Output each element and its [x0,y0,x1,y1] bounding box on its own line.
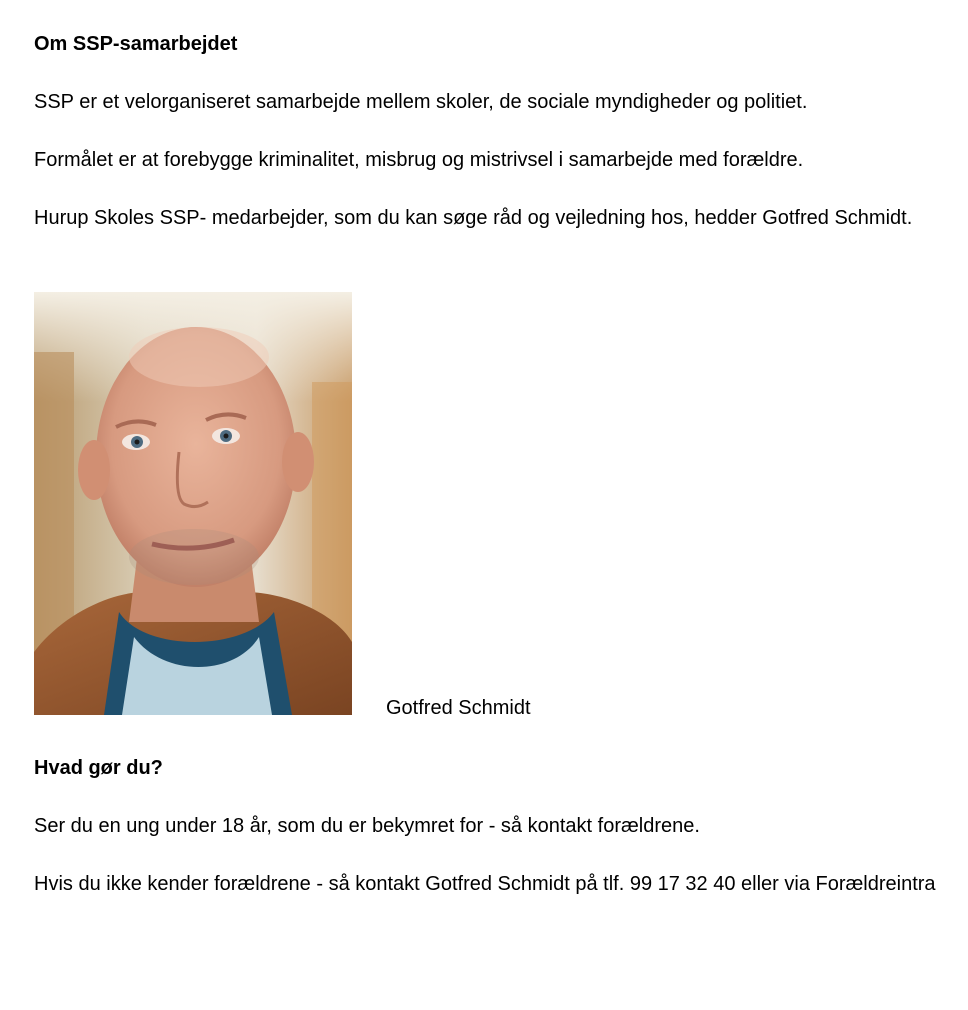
intro-section [34,30,944,232]
paragraph-contact-gotfred: Hvis du ikke kender forældrene - så kontakt Gotfred Schmidt på tlf. 99 17 32 40 eller via Forældreintra [34,873,936,895]
portrait-photo [34,292,352,715]
guidance-section [34,754,944,898]
paragraph-contact-parents: Ser du en ung under 18 år, som du er bekymret for - så kontakt forældrene. [34,815,700,837]
paragraph-ssp-purpose: Formålet er at forebygge kriminalitet, misbrug og mistrivsel i samarbejde med forældre. [34,149,804,171]
paragraph-ssp-description: SSP er et velorganiseret samarbejde mellem skoler, de sociale myndigheder og politiet. [34,91,808,113]
paragraph-ssp-contact-person: Hurup Skoles SSP- medarbejder, som du kan søge råd og vejledning hos, hedder Gotfred Schmidt. [34,207,913,229]
photo-row [34,292,944,719]
section-heading-what-to-do: Hvad gør du? [34,757,163,779]
photo-caption: Gotfred Schmidt [386,697,531,719]
section-heading-ssp: Om SSP-samarbejdet [34,33,238,55]
